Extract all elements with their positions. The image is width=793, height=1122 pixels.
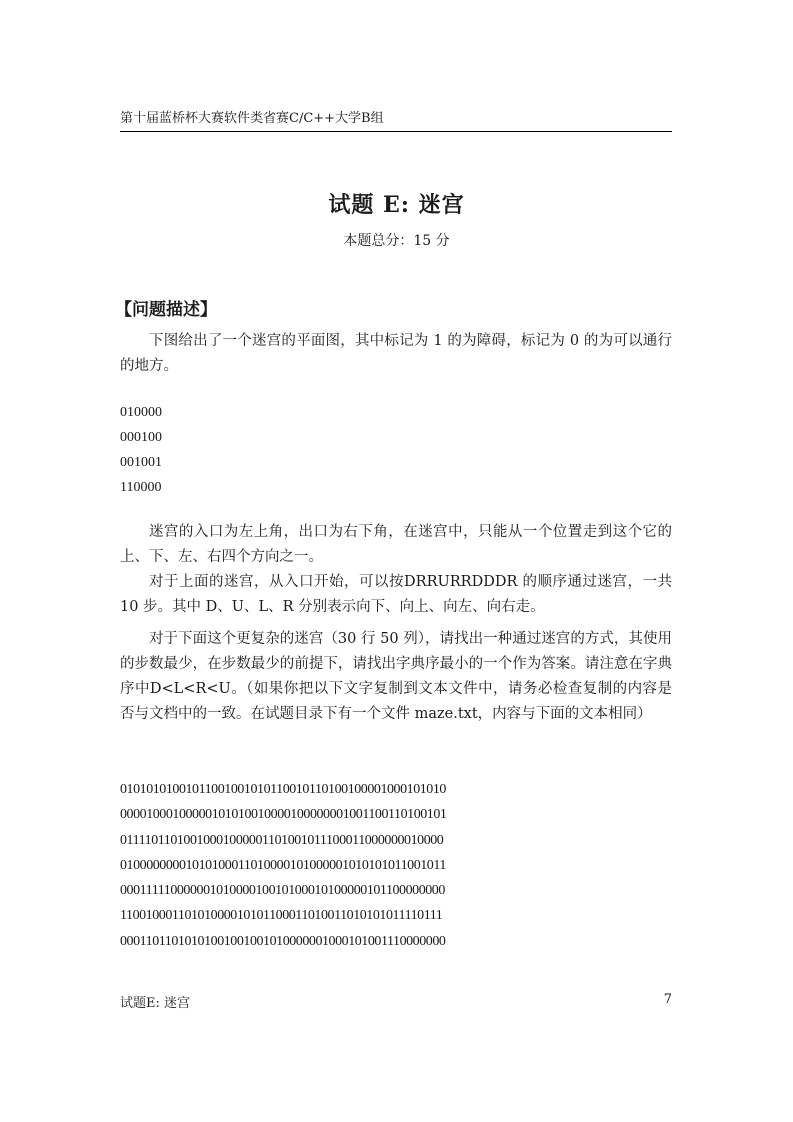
maze-row: 00011111000000101000010010100010100000101100000000: [120, 883, 445, 899]
paragraph-intro: 下图给出了一个迷宫的平面图，其中标记为 1 的为障碍，标记为 0 的为可以通行的地方。: [120, 333, 672, 374]
page-number: 7: [663, 992, 672, 1007]
maze-row: 00001000100000101010010000100000001001100110100101: [120, 807, 447, 823]
section-heading-description: 【问题描述】: [115, 300, 217, 320]
maze-row: 000100: [120, 430, 162, 445]
running-header: 第十届蓝桥杯大赛软件类省赛C/C++大学B组: [120, 111, 384, 126]
maze-row: 010000: [120, 405, 162, 420]
maze-row: 00011011010101001001001010000001000101001110000000: [120, 933, 446, 949]
small-maze: [120, 400, 162, 500]
maze-row: 01000000001010100011010000101000001010101011001011: [120, 857, 446, 873]
maze-row: 11001000110101000010101100011010011010101011110111: [120, 908, 443, 924]
header-rule: [120, 131, 672, 132]
problem-score: 本题总分：15 分: [343, 233, 450, 249]
problem-title: 试题 E: 迷宫: [328, 192, 465, 218]
paragraph-example-path: 对于上面的迷宫，从入口开始，可以按DRRURRDDDR 的顺序通过迷宫，一共 10 步。其中 D、U、L、R 分别表示向下、向上、向左、向右走。: [120, 574, 672, 615]
big-maze: [120, 777, 446, 954]
maze-row: 001001: [120, 455, 162, 470]
paragraph-entrance-exit: 迷宫的入口为左上角，出口为右下角，在迷宫中，只能从一个位置走到这个它的上、下、左、右四个方向之一。: [120, 524, 672, 565]
maze-row: 110000: [120, 480, 162, 495]
footer-title: 试题E: 迷宫: [120, 996, 191, 1011]
paragraph-task: 对于下面这个更复杂的迷宫（30 行 50 列），请找出一种通过迷宫的方式，其使用的步数最少，在步数最少的前提下，请找出字典序最小的一个作为答案。请注意在字典序中D<L<R<U。（如果你把以下文字复制到文本文件中，请务必检查复制的内容是否与文档中的一致。在试题目录下有一个文件 maze.txt，内容与下面的文本相同）: [120, 631, 672, 722]
maze-row: 01010101001011001001010110010110100100001000101010: [120, 782, 446, 797]
maze-row: 01111011010010001000001101001011100011000000010000: [120, 832, 444, 848]
